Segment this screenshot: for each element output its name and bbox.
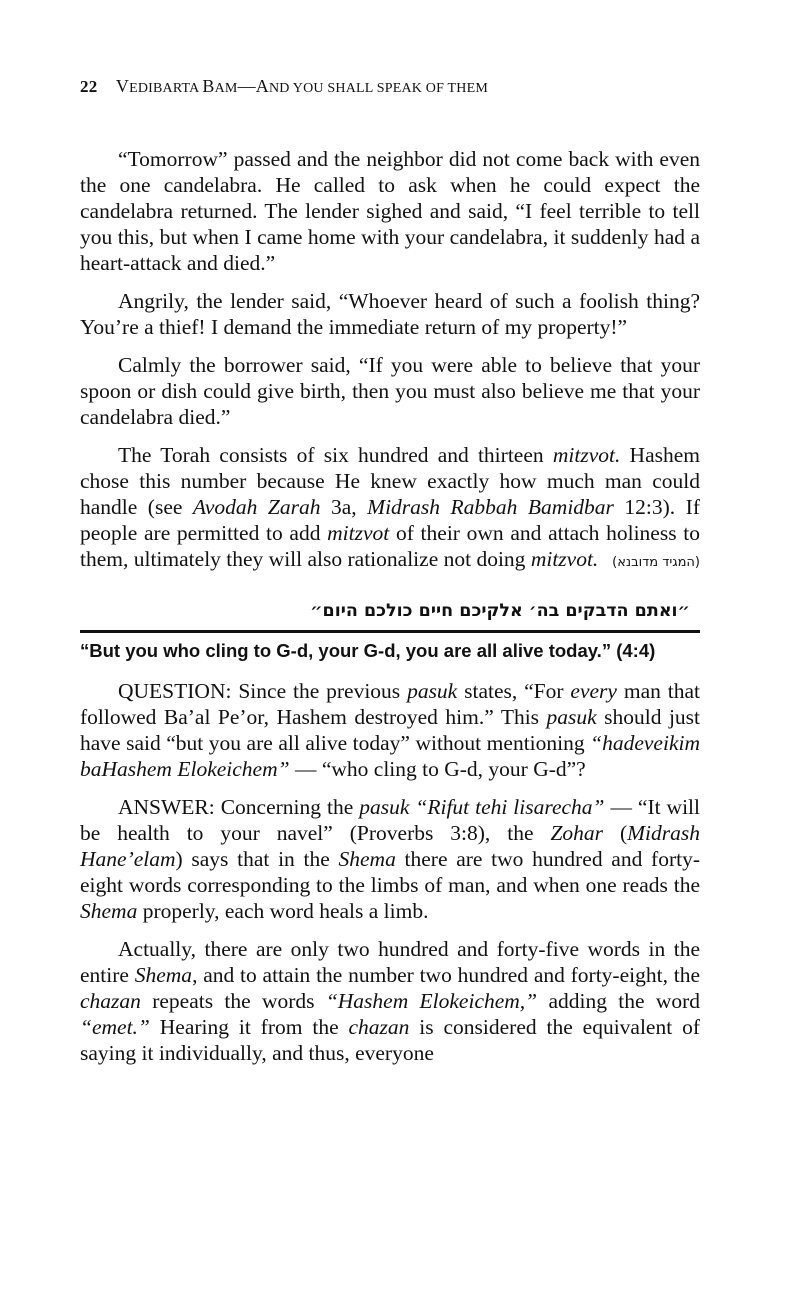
source-attribution: (המגיד מדובנא) [612,555,700,570]
paragraph-question: QUESTION: Since the previous pasuk states, “For every man that followed Ba’al Pe’or, Hashem destroyed him.” This pasuk should just have said “but you are all alive today” without mentioning “hadeveikim baHashem Elokeichem” — “who cling to G-d, your G-d”? [80,679,701,781]
paragraph-actually: Actually, there are only two hundred and forty-five words in the entire Shema, and to attain the number two hundred and forty-eight, the chazan repeats the words “Hashem Elokeichem,” adding the word “emet.” Hearing it from the chazan is considered the equivalent of saying it individually, and thus, everyone [80,937,700,1065]
section-heading [80,598,700,664]
hebrew-verse-heading: ״ואתם הדבקים בה׳ אלקיכם חיים כולכם היום״ [310,601,690,621]
paragraph-answer: ANSWER: Concerning the pasuk “Rifut tehi lisarecha” — “It will be health to your navel” (Proverbs 3:8), the Zohar (Midrash Hane’elam) says that in the Shema there are two hundred and forty-eight words corresponding to the limbs of man, and when one reads the Shema properly, each word heals a limb. [80,795,701,923]
page-number: 22 [80,77,98,96]
running-title: VEDIBARTA BAM—AND YOU SHALL SPEAK OF THEM [115,76,488,96]
page-body [80,146,700,1078]
paragraph-tomorrow: “Tomorrow” passed and the neighbor did not come back with even the one candelabra. He called to ask when he could expect the candelabra returned. The lender sighed and said, “I feel terrible to tell you this, but when I came home with your candelabra, it suddenly had a heart-attack and died.” [80,147,700,275]
paragraph-torah: The Torah consists of six hundred and thirteen mitzvot. Hashem chose this number because He knew exactly how much man could handle (see Avodah Zarah 3a, Midrash Rabbah Bamidbar 12:3). If people are permitted to add mitzvot of their own and attach holiness to them, ultimately they will also rationalize not doing mitzvot. [80,443,701,571]
paragraph-angrily: Angrily, the lender said, “Whoever heard of such a foolish thing? You’re a thief! I demand the immediate return of my property!” [80,289,700,339]
english-verse-heading: “But you who cling to G-d, your G-d, you are all alive today.” (4:4) [80,640,656,661]
running-header [80,76,488,97]
book-page [80,0,700,1300]
paragraph-calmly: Calmly the borrower said, “If you were able to believe that your spoon or dish could give birth, then you must also believe me that your candelabra died.” [80,353,700,429]
heading-rule [80,630,700,633]
